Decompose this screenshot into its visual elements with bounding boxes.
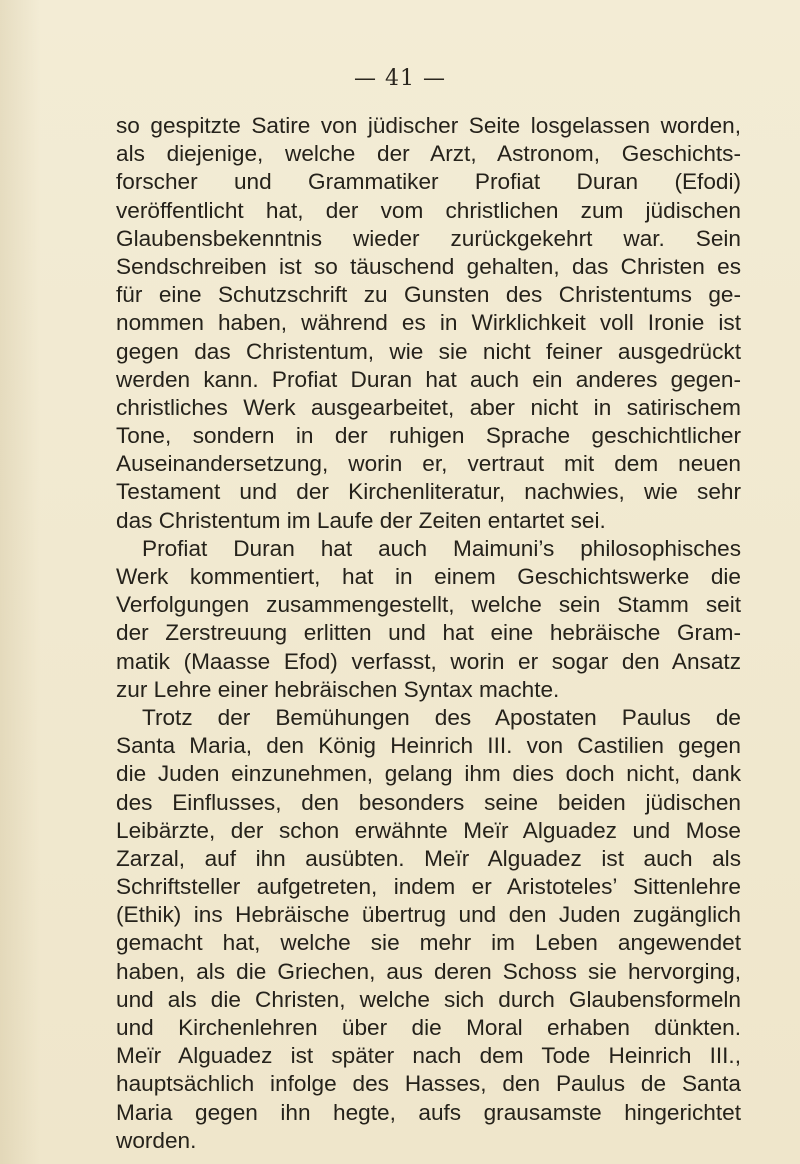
text-line: Werk kommentiert, hat in einem Geschichtswerke die bbox=[116, 564, 741, 589]
text-line: des Einflusses, den besonders seine beiden jüdischen bbox=[116, 789, 741, 815]
text-line: nommen haben, während es in Wirklichkeit voll Ironie ist bbox=[116, 310, 741, 336]
text-line: Zarzal, auf ihn ausübten. Meïr Alguadez ist auch als bbox=[116, 845, 741, 871]
text-line: und Kirchenlehren über die Moral erhaben dünkten. bbox=[116, 1015, 741, 1040]
text-line: Sendschreiben ist so täuschend gehalten, das Christen es bbox=[116, 253, 741, 279]
text-line: gegen das Christentum, wie sie nicht feiner ausgedrückt bbox=[116, 338, 741, 364]
text-line: die Juden einzunehmen, gelang ihm dies doch nicht, dank bbox=[116, 761, 741, 787]
text-line: Profiat Duran hat auch Maimuni’s philosophisches bbox=[142, 535, 741, 561]
text-line: worden. bbox=[116, 1127, 197, 1153]
text-line: hauptsächlich infolge des Hasses, den Paulus de Santa bbox=[116, 1071, 741, 1097]
text-line: christliches Werk ausgearbeitet, aber nicht in satirischem bbox=[116, 394, 741, 420]
text-line: haben, als die Griechen, aus deren Schoss sie hervorging, bbox=[116, 958, 741, 984]
text-line: und als die Christen, welche sich durch Glaubensformeln bbox=[116, 986, 741, 1012]
text-line: Verfolgungen zusammengestellt, welche sein Stamm seit bbox=[116, 592, 741, 618]
text-line: das Christentum im Laufe der Zeiten entartet sei. bbox=[116, 507, 606, 533]
text-line: Maria gegen ihn hegte, aufs grausamste hingerichtet bbox=[116, 1099, 741, 1125]
text-line: Schriftsteller aufgetreten, indem er Aristoteles’ Sittenlehre bbox=[116, 874, 741, 900]
text-line: forscher und Grammatiker Profiat Duran (Efodi) bbox=[116, 169, 741, 195]
text-line: Meïr Alguadez ist später nach dem Tode Heinrich III., bbox=[116, 1043, 741, 1069]
text-line: für eine Schutzschrift zu Gunsten des Christentums ge- bbox=[116, 282, 741, 308]
text-line: Trotz der Bemühungen des Apostaten Paulus de bbox=[142, 704, 741, 730]
text-line: Leibärzte, der schon erwähnte Meïr Alguadez und Mose bbox=[116, 817, 741, 843]
page-number: — 41 — bbox=[354, 66, 446, 91]
text-line: (Ethik) ins Hebräische übertrug und den Juden zugänglich bbox=[116, 902, 741, 928]
text-line: so gespitzte Satire von jüdischer Seite losgelassen worden, bbox=[116, 113, 741, 138]
body-text bbox=[116, 112, 741, 1155]
text-line: gemacht hat, welche sie mehr im Leben angewendet bbox=[116, 930, 741, 956]
text-line: Testament und der Kirchenliteratur, nachwies, wie sehr bbox=[116, 479, 741, 505]
paragraph-3 bbox=[116, 704, 741, 1155]
paragraph-1 bbox=[116, 112, 741, 535]
text-line: als diejenige, welche der Arzt, Astronom, Geschichts- bbox=[116, 141, 741, 167]
text-line: werden kann. Profiat Duran hat auch ein anderes gegen- bbox=[116, 366, 741, 392]
text-line: zur Lehre einer hebräischen Syntax machte. bbox=[116, 676, 560, 702]
paragraph-2 bbox=[116, 535, 741, 704]
text-line: veröffentlicht hat, der vom christlichen zum jüdischen bbox=[116, 197, 741, 223]
text-line: matik (Maasse Efod) verfasst, worin er sogar den Ansatz bbox=[116, 648, 741, 674]
text-line: Santa Maria, den König Heinrich III. von Castilien gegen bbox=[116, 733, 741, 759]
text-line: Auseinandersetzung, worin er, vertraut mit dem neuen bbox=[116, 451, 741, 477]
text-line: der Zerstreuung erlitten und hat eine hebräische Gram- bbox=[116, 620, 741, 646]
text-line: Glaubensbekenntnis wieder zurückgekehrt war. Sein bbox=[116, 225, 741, 251]
text-line: Tone, sondern in der ruhigen Sprache geschichtlicher bbox=[116, 423, 741, 449]
